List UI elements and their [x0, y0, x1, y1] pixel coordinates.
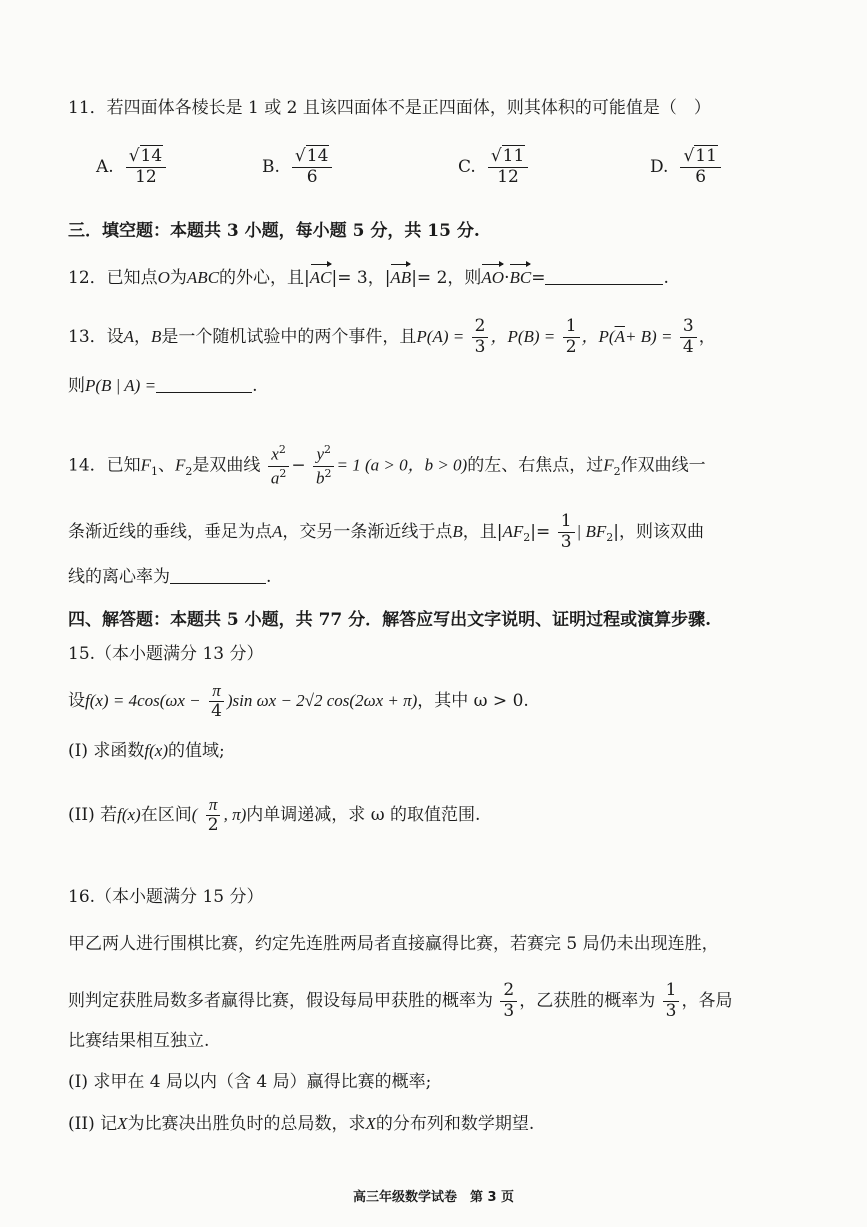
vector-ao: AO — [481, 266, 504, 290]
section-4-heading: 四、解答题：本题共 5 小题，共 77 分．解答应写出文字说明、证明过程或演算步骤. — [68, 610, 712, 630]
q16-line2: 则判定获胜局数多者赢得比赛，假设每局甲获胜的概率为 $\frac{2}{3}$ ，乙获胜的概率为 $\frac{1}{3}$ ，各局 — [68, 980, 733, 1021]
option-fraction: $\frac{√14}{12}$ — [126, 148, 166, 187]
q12: 12．已知点O为ABC的外心，且|AC|= 3，|AB|= 2，则AO·BC= . — [68, 268, 669, 288]
option-denominator: 6 — [695, 166, 707, 187]
option-radicand: 11 — [695, 146, 717, 166]
answer-blank — [545, 266, 663, 285]
q13-line2: 则P(B | A) = . — [68, 376, 258, 396]
option-denominator: 12 — [497, 166, 519, 187]
vector-ac: AC — [310, 266, 332, 290]
option-label: B. — [262, 157, 280, 178]
q16-heading: 16.（本小题满分 15 分） — [68, 887, 264, 907]
vector-ab: AB — [390, 266, 411, 290]
section-3-heading: 三．填空题：本题共 3 小题，每小题 5 分，共 15 分. — [68, 221, 480, 241]
q14-line1: 14．已知$F_1$、$F_2$是双曲线 $\frac{x^2}{a^2}$ − $\frac{y^2}{b^2}$ = 1 (a > 0，b > 0)的左、右焦点，过$F_2$作双曲线一 — [68, 443, 706, 488]
answer-blank — [156, 374, 252, 393]
option-denominator: 6 — [306, 166, 318, 187]
option-radicand: 14 — [306, 146, 329, 166]
q14-line3: 线的离心率为 . — [68, 567, 272, 587]
option-fraction: $\frac{√11}{6}$ — [680, 148, 720, 187]
q16-line1: 甲乙两人进行围棋比赛，约定先连胜两局者直接赢得比赛，若赛完 5 局仍未出现连胜， — [68, 934, 719, 954]
q16-part-2: (II) 记X为比赛决出胜负时的总局数，求X的分布列和数学期望. — [68, 1114, 535, 1134]
q13-line1: 13．设A，B是一个随机试验中的两个事件，且P(A) = $\frac{2}{3}$ ，P(B) = $\frac{1}{2}$ ，$P(\overline{A}+ B)$ = $\frac{3}{4}$ ， — [68, 316, 716, 357]
option-label: C. — [458, 157, 476, 178]
q11-option-a — [96, 148, 168, 187]
q15-heading: 15.（本小题满分 13 分） — [68, 644, 264, 664]
answer-blank — [170, 565, 266, 584]
q16-part-1: (I) 求甲在 4 局以内（含 4 局）赢得比赛的概率; — [68, 1072, 432, 1092]
q15-part-2: (II) 若f(x)在区间( $\frac{\pi}{2}$ , π)内单调递减，求 ω 的取值范围. — [68, 795, 481, 835]
page-footer: 高三年级数学试卷 第 3 页 — [352, 1190, 515, 1205]
option-label: A. — [96, 157, 114, 178]
q14-line2: 条渐近线的垂线，垂足为点A，交另一条渐近线于点B，且$|AF_2|=$ $\frac{1}{3}$ | $BF_2|$，则该双曲 — [68, 511, 704, 552]
q11-option-c — [458, 148, 530, 187]
option-fraction: $\frac{√11}{12}$ — [488, 148, 528, 187]
q11-stem: 11．若四面体各棱长是 1 或 2 且该四面体不是正四面体，则其体积的可能值是（ ） — [68, 98, 711, 118]
vector-bc: BC — [509, 266, 531, 290]
option-denominator: 12 — [135, 166, 157, 187]
q15-part-1: (I) 求函数f(x)的值域; — [68, 741, 225, 761]
option-radicand: 14 — [140, 146, 163, 166]
q16-line3: 比赛结果相互独立. — [68, 1031, 210, 1051]
q11-option-d — [650, 148, 723, 187]
q15-definition: 设f(x) = 4cos(ωx − $\frac{\pi}{4}$ )sin ωx − 2√2 cos(2ωx + π)，其中 ω > 0. — [68, 681, 529, 721]
option-radicand: 11 — [502, 146, 525, 166]
option-label: D. — [650, 157, 669, 178]
option-fraction: $\frac{√14}{6}$ — [292, 148, 332, 187]
q11-option-b — [262, 148, 334, 187]
